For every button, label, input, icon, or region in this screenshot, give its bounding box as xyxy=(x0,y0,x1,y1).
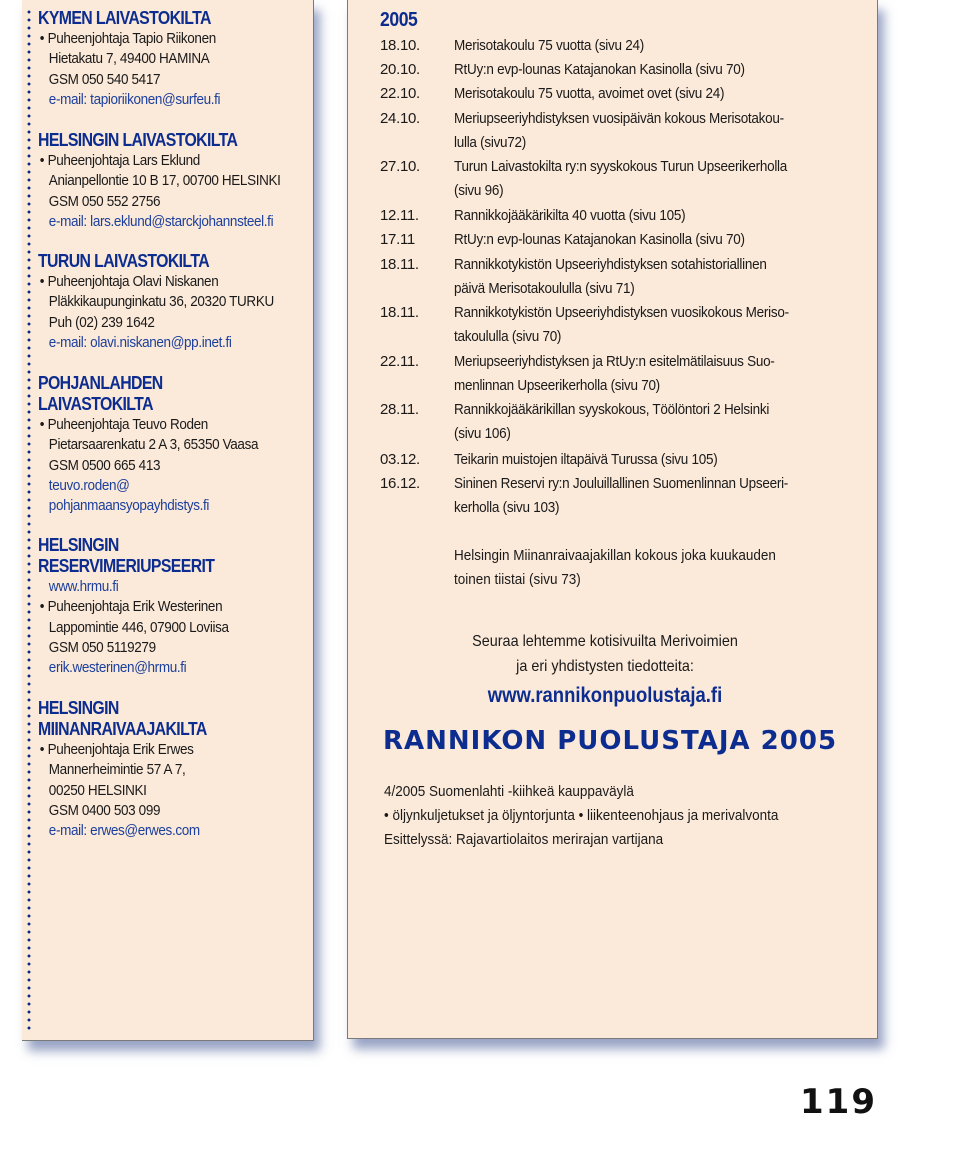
org-line: • Puheenjohtaja Teuvo Roden xyxy=(38,415,281,435)
event-text: Merisotakoulu 75 vuotta (sivu 24) xyxy=(454,37,644,54)
issue-line: • öljynkuljetukset ja öljyntorjunta • liikenteenohjaus ja merivalvonta xyxy=(384,807,779,824)
website-link[interactable]: www.hrmu.fi xyxy=(48,578,119,595)
event-text: kerholla (sivu 103) xyxy=(454,499,560,516)
event-text: lulla (sivu72) xyxy=(454,134,526,151)
org-name: HELSINGIN LAIVASTOKILTA xyxy=(38,130,238,150)
org-line: • Puheenjohtaja Erik Westerinen xyxy=(38,597,281,617)
event-text: RtUy:n evp-lounas Katajanokan Kasinolla (sivu 70) xyxy=(454,61,745,78)
event-date: 27.10. xyxy=(380,158,420,175)
org-name: HELSINGIN xyxy=(38,535,119,555)
email-link[interactable]: erik.westerinen@hrmu.fi xyxy=(48,659,187,677)
email-link[interactable]: e-mail: tapioriikonen@surfeu.fi xyxy=(48,90,221,108)
org-line: GSM 0400 503 099 xyxy=(48,801,161,819)
org-line: Lappomintie 446, 07900 Loviisa xyxy=(48,618,229,636)
event-date: 03.12. xyxy=(380,451,420,468)
org-line: GSM 0500 665 413 xyxy=(48,456,161,474)
issue-description xyxy=(384,780,822,852)
org-kymen xyxy=(38,8,308,110)
event-date: 16.12. xyxy=(380,475,420,492)
org-line: Pietarsaarenkatu 2 A 3, 65350 Vaasa xyxy=(48,436,259,454)
event-text: Sininen Reservi ry:n Jouluillallinen Suomenlinnan Upseeri- xyxy=(454,475,789,492)
event-date: 22.10. xyxy=(380,85,420,102)
event-text: Rannikkojääkärikilta 40 vuotta (sivu 105) xyxy=(454,207,686,224)
org-helsingin xyxy=(38,130,308,232)
event-text: Rannikkojääkärikillan syyskokous, Töölöntori 2 Helsinki xyxy=(454,401,770,418)
event-date: 12.11. xyxy=(380,207,419,224)
org-line: • Puheenjohtaja Erik Erwes xyxy=(38,740,281,760)
event-text: takoululla (sivu 70) xyxy=(454,328,562,345)
org-name: HELSINGIN xyxy=(38,698,119,718)
org-name: RESERVIMERIUPSEERIT xyxy=(38,556,215,576)
event-text: päivä Merisotakoululla (sivu 71) xyxy=(454,280,635,297)
website-link[interactable]: www.rannikonpuolustaja.fi xyxy=(487,684,723,707)
event-date: 24.10. xyxy=(380,110,420,127)
email-link[interactable]: e-mail: lars.eklund@starckjohannsteel.fi xyxy=(48,212,274,230)
event-date: 22.11. xyxy=(380,353,419,370)
calendar-year: 2005 xyxy=(380,9,418,31)
event-text: Rannikkotykistön Upseeriyhdistyksen vuosikokous Meriso- xyxy=(454,304,789,321)
email-link[interactable]: e-mail: olavi.niskanen@pp.inet.fi xyxy=(48,333,232,351)
issue-heading: RANNIKON PUOLUSTAJA 2005 xyxy=(383,726,838,756)
org-line: GSM 050 552 2756 xyxy=(48,192,161,210)
org-name: POHJANLAHDEN xyxy=(38,373,163,393)
follow-notice xyxy=(440,629,770,679)
email-link[interactable]: e-mail: erwes@erwes.com xyxy=(48,822,200,840)
event-text: Turun Laivastokilta ry:n syyskokous Turun Upseerikerholla xyxy=(454,158,788,175)
org-reservimeriupseerit xyxy=(38,535,308,678)
note-line: Helsingin Miinanraivaajakillan kokous joka kuukauden xyxy=(454,547,776,564)
page-number: 119 xyxy=(800,1082,877,1122)
event-text: Merisotakoulu 75 vuotta, avoimet ovet (sivu 24) xyxy=(454,85,725,102)
org-line: • Puheenjohtaja Lars Eklund xyxy=(38,151,281,171)
org-miinanraivaajakilta xyxy=(38,698,308,841)
event-date: 18.11. xyxy=(380,304,419,321)
email-link[interactable]: pohjanmaansyopayhdistys.fi xyxy=(48,497,210,515)
org-line: GSM 050 5119279 xyxy=(48,638,156,656)
org-line: • Puheenjohtaja Tapio Riikonen xyxy=(38,29,281,49)
org-pohjanlahden xyxy=(38,373,308,516)
event-date: 20.10. xyxy=(380,61,420,78)
org-turun xyxy=(38,251,308,353)
org-name: TURUN LAIVASTOKILTA xyxy=(38,251,210,271)
event-text: Rannikkotykistön Upseeriyhdistyksen sotahistoriallinen xyxy=(454,256,767,273)
event-text: Meriupseeriyhdistyksen ja RtUy:n esitelmätilaisuus Suo- xyxy=(454,353,775,370)
event-text: (sivu 106) xyxy=(454,425,511,442)
org-line: 00250 HELSINKI xyxy=(48,781,147,799)
org-line: Pläkkikaupunginkatu 36, 20320 TURKU xyxy=(48,293,274,311)
event-text: menlinnan Upseerikerholla (sivu 70) xyxy=(454,377,660,394)
org-line: GSM 050 540 5417 xyxy=(48,70,161,88)
note-line: toinen tiistai (sivu 73) xyxy=(454,571,581,588)
dotted-border xyxy=(27,8,31,1030)
meeting-note xyxy=(454,544,812,592)
event-date: 28.11. xyxy=(380,401,419,418)
org-line: • Puheenjohtaja Olavi Niskanen xyxy=(38,272,281,292)
org-line: Puh (02) 239 1642 xyxy=(48,313,155,331)
org-line: Hietakatu 7, 49400 HAMINA xyxy=(48,50,210,68)
follow-line: ja eri yhdistysten tiedotteita: xyxy=(516,658,694,675)
org-name: KYMEN LAIVASTOKILTA xyxy=(38,8,211,28)
event-text: (sivu 96) xyxy=(454,182,504,199)
issue-line: Esittelyssä: Rajavartiolaitos merirajan vartijana xyxy=(384,831,664,848)
event-text: Meriupseeriyhdistyksen vuosipäivän kokous Merisotakou- xyxy=(454,110,784,127)
follow-line: Seuraa lehtemme kotisivuilta Merivoimien xyxy=(472,633,738,650)
event-date: 18.11. xyxy=(380,256,419,273)
event-date: 17.11 xyxy=(380,231,415,248)
issue-line: 4/2005 Suomenlahti -kiihkeä kauppaväylä xyxy=(384,783,634,800)
org-line: Mannerheimintie 57 A 7, xyxy=(48,761,186,779)
org-line: Anianpellontie 10 B 17, 00700 HELSINKI xyxy=(48,172,281,190)
email-link[interactable]: teuvo.roden@ xyxy=(48,476,130,494)
event-text: Teikarin muistojen iltapäivä Turussa (sivu 105) xyxy=(454,451,718,468)
event-text: RtUy:n evp-lounas Katajanokan Kasinolla (sivu 70) xyxy=(454,231,745,248)
org-name: MIINANRAIVAAJAKILTA xyxy=(38,719,207,739)
org-name: LAIVASTOKILTA xyxy=(38,394,153,414)
event-date: 18.10. xyxy=(380,37,420,54)
